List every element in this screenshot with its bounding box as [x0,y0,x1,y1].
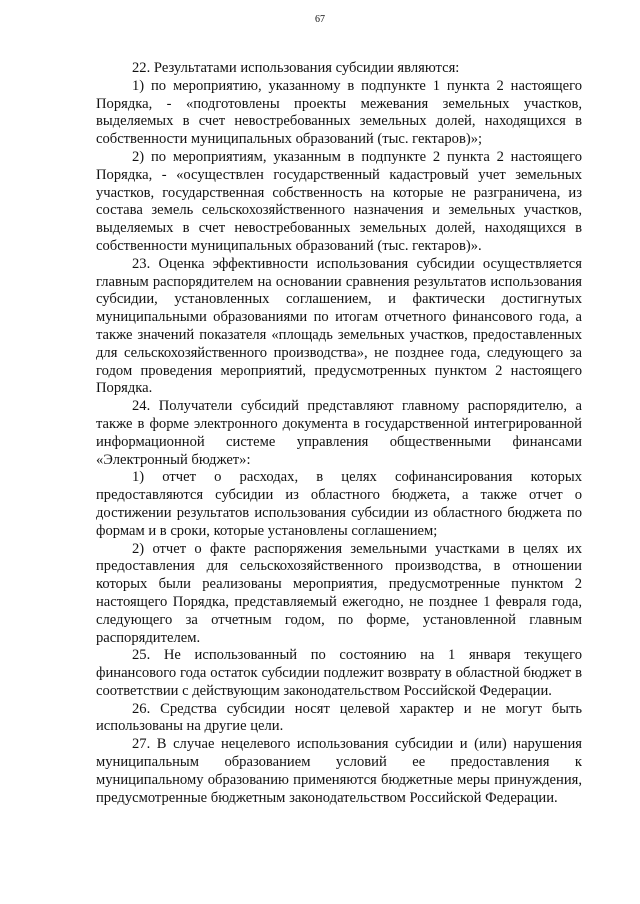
page-number: 67 [315,14,325,25]
paragraph-22-item-2: 2) по мероприятиям, указанным в подпункте 2 пункта 2 настоящего Порядка, - «осуществлен государственный кадастровый учет земельных участков, государственная собственность на которые не разграничена, из состава земель сельскохозяйственного назначения и земельных участков, выделяемых в счет невостребованных земельных долей, находящихся в собственности муниципальных образований (тыс. гектаров)». [96,148,582,254]
paragraph-27: 27. В случае нецелевого использования субсидии и (или) нарушения муниципальным образованием условий ее предоставления к муниципальному образованию применяются бюджетные меры принуждения, предусмотренные бюджетным законодательством Российской Федерации. [96,736,582,806]
paragraph-24: 24. Получатели субсидий представляют главному распорядителю, а также в форме электронного документа в государственной интегрированной информационной системе управления общественными финансами «Электронный бюджет»: [96,398,582,468]
paragraph-24-item-2: 2) отчет о факте распоряжения земельными участками в целях их предоставления для сельскохозяйственного производства, в отношении которых были реализованы мероприятия, предусмотренные пунктом 2 настоящего Порядка, представляемый ежегодно, не позднее 1 февраля года, следующего за отчетным годом, по форме, установленной главным распорядителем. [96,540,582,646]
paragraph-23: 23. Оценка эффективности использования субсидии осуществляется главным распорядителем на основании сравнения результатов использования субсидии, установленных соглашением, и фактически достигнутых муниципальными образованиями по итогам отчетного финансового года, а также значений показателя «площадь земельных участков, предоставленных для сельскохозяйственного производства», не позднее года, следующего за годом проведения мероприятий, предусмотренных пунктом 2 настоящего Порядка. [96,255,582,397]
paragraph-26: 26. Средства субсидии носят целевой характер и не могут быть использованы на другие цели. [96,700,582,735]
paragraph-22-item-1: 1) по мероприятию, указанному в подпункте 1 пункта 2 настоящего Порядка, - «подготовлены проекты межевания земельных участков, выделяемых в счет невостребованных земельных долей, находящихся в собственности муниципальных образований (тыс. гектаров)»; [96,77,582,148]
paragraph-25: 25. Не использованный по состоянию на 1 января текущего финансового года остаток субсидии подлежит возврату в областной бюджет в соответствии с действующим законодательством Российской Федерации. [96,647,582,699]
paragraph-22-heading: 22. Результатами использования субсидии являются: [132,60,460,76]
paragraph-24-item-1: 1) отчет о расходах, в целях софинансирования которых предоставляются субсидии из областного бюджета, а также отчет о достижении результатов использования субсидии из областного бюджета по формам и в сроки, которые установлены соглашением; [96,469,582,539]
document-body [96,60,582,807]
